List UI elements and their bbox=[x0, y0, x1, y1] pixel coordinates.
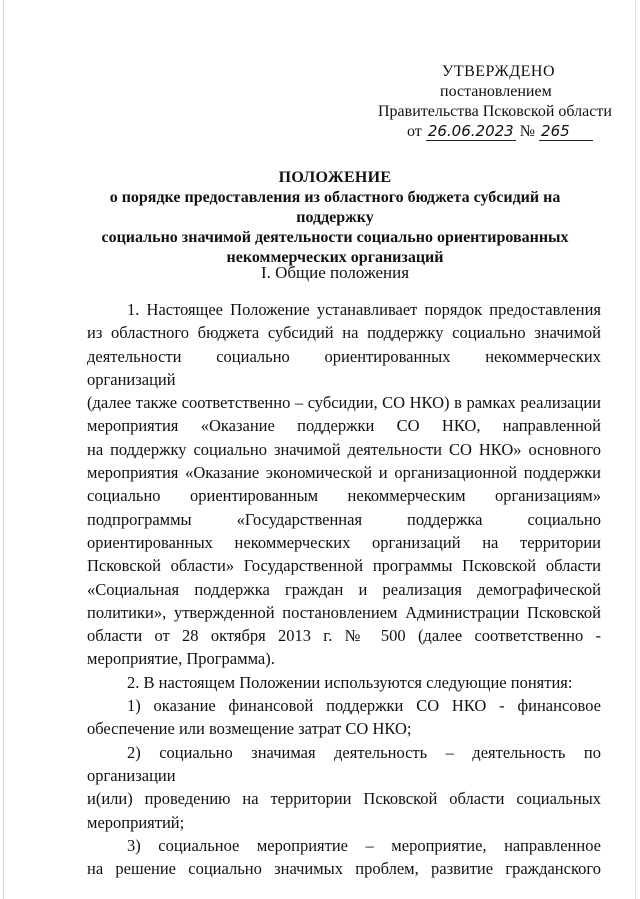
scan-edge-left bbox=[3, 0, 4, 899]
body-line: мероприятия «Оказание поддержки СО НКО, направленной bbox=[87, 416, 601, 436]
scan-edge-right bbox=[635, 0, 636, 899]
body-line: (далее также соответственно – субсидии, СО НКО) в рамках реализации bbox=[87, 393, 601, 413]
approval-number-sign: № bbox=[519, 123, 536, 140]
document-subtitle-line-3: некоммерческих организаций bbox=[226, 249, 444, 266]
document-title: ПОЛОЖЕНИЕ bbox=[278, 169, 392, 186]
body-line: 1. Настоящее Положение устанавливает порядок предоставления bbox=[127, 300, 601, 319]
body-line: области от 28 октября 2013 г. № 500 (далее соответственно - bbox=[87, 626, 601, 646]
body-line: Псковской области» Государственной программы Псковской области bbox=[87, 556, 601, 576]
approval-date-line bbox=[407, 122, 610, 142]
body-line: 2. В настоящем Положении используются следующие понятия: bbox=[127, 672, 573, 692]
body-line: из областного бюджета субсидий на поддержку социально значимой bbox=[87, 323, 601, 343]
body-line: социально ориентированным некоммерческим организациям» bbox=[87, 486, 601, 506]
approval-number-handwritten: 265 bbox=[539, 123, 593, 141]
body-line: 3) социальное мероприятие – мероприятие, направленное bbox=[127, 835, 601, 855]
body-line: мероприятие, Программа). bbox=[87, 649, 275, 669]
body-line: мероприятий; bbox=[87, 812, 185, 832]
body-line: на поддержку социально значимой деятельности СО НКО» основного bbox=[87, 439, 601, 459]
body-text bbox=[87, 298, 601, 880]
approval-title: УТВЕРЖДЕНО bbox=[442, 63, 556, 80]
body-line: обеспечение или возмещение затрат СО НКО; bbox=[87, 719, 412, 739]
body-line: на решение социально значимых проблем, развитие гражданского bbox=[87, 859, 601, 879]
body-line: ориентированных некоммерческих организаций на территории bbox=[87, 532, 601, 552]
approval-date-handwritten: 26.06.2023 bbox=[426, 123, 516, 141]
body-line: 2) социально значимая деятельность – деятельность по организации bbox=[87, 742, 601, 785]
document-subtitle-line-2: социально значимой деятельности социально ориентированных bbox=[101, 229, 569, 246]
body-line: политики», утвержденной постановлением Администрации Псковской bbox=[87, 602, 601, 622]
approval-block bbox=[360, 62, 610, 142]
body-line: «Социальная поддержка граждан и реализация демографической bbox=[87, 579, 601, 599]
approval-line-government: Правительства Псковской области bbox=[378, 103, 612, 120]
approval-line-resolution: постановлением bbox=[440, 83, 552, 100]
body-line: подпрограммы «Государственная поддержка социально bbox=[87, 509, 601, 529]
body-line: 1) оказание финансовой поддержки СО НКО - финансовое bbox=[127, 696, 601, 716]
document-subtitle-line-1: о порядке предоставления из областного бюджета субсидий на поддержку bbox=[109, 189, 561, 226]
body-line: деятельности социально ориентированных некоммерческих организаций bbox=[87, 346, 601, 389]
body-line: и(или) проведению на территории Псковской области социальных bbox=[87, 789, 601, 809]
body-line: мероприятия «Оказание экономической и организационной поддержки bbox=[87, 463, 601, 483]
document-heading bbox=[70, 168, 600, 268]
section-title: I. Общие положения bbox=[260, 263, 410, 282]
approval-date-prefix: от bbox=[407, 123, 422, 140]
